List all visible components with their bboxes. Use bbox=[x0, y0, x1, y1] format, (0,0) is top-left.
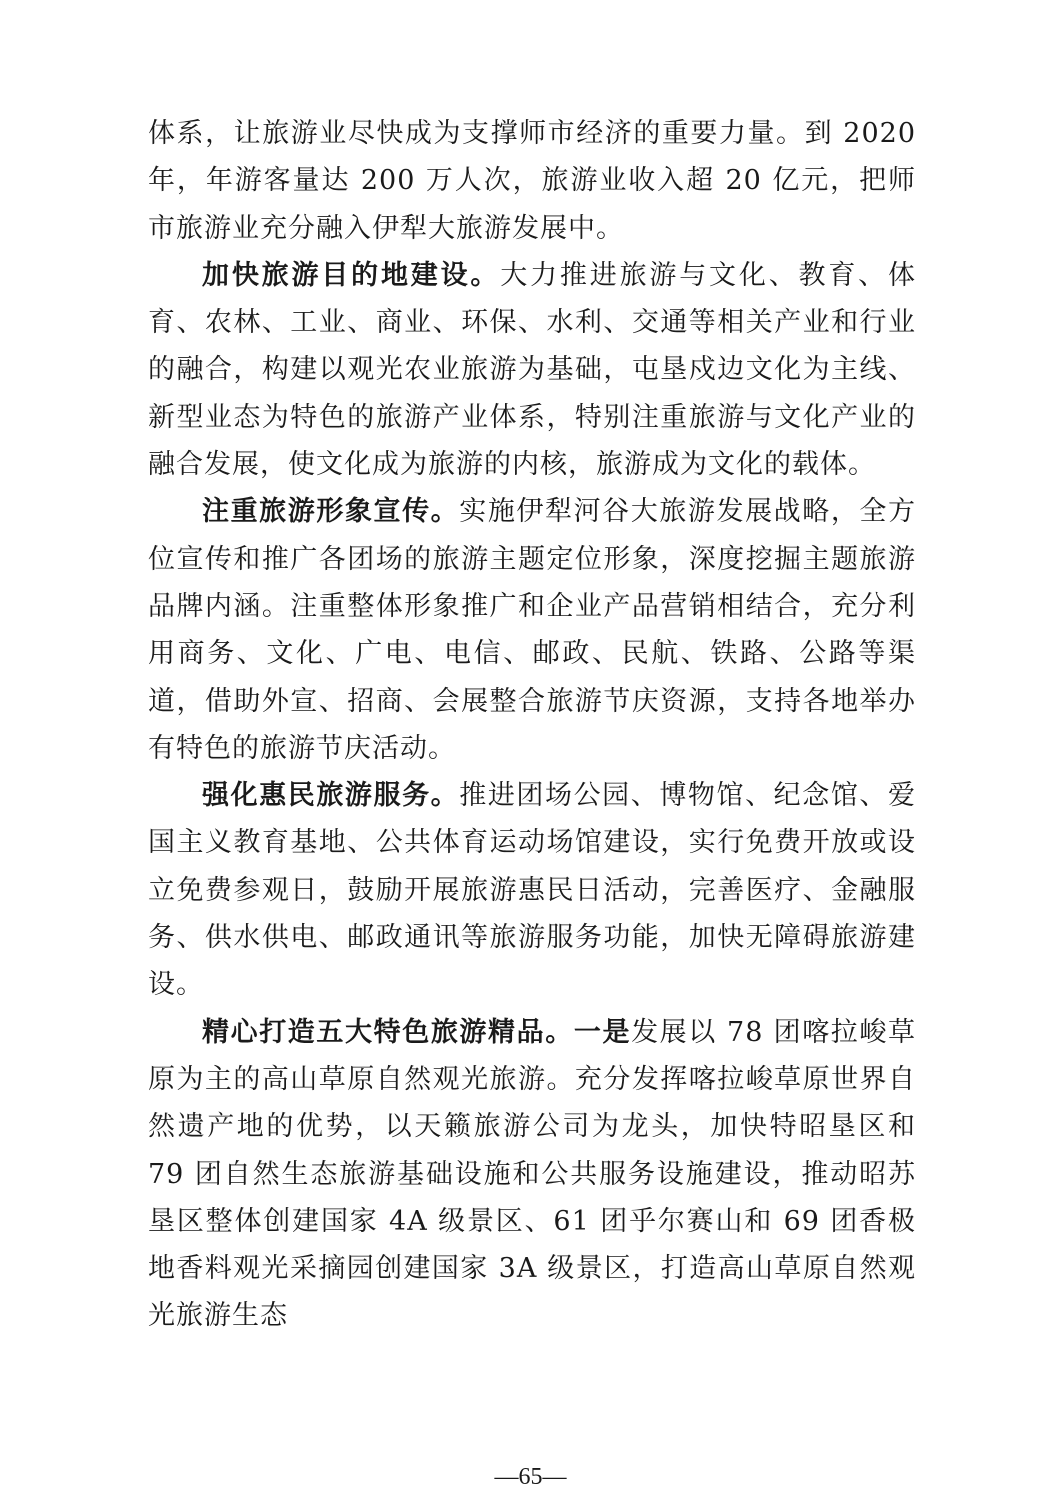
paragraph-text: 体系，让旅游业尽快成为支撑师市经济的重要力量。到 2020 年，年游客量达 200 万人次，旅游业收入超 20 亿元，把师市旅游业充分融入伊犁大旅游发展中。 bbox=[148, 118, 916, 244]
paragraph-destination-construction bbox=[148, 252, 916, 488]
paragraph-text: 大力推进旅游与文化、教育、体育、农林、工业、商业、环保、水利、交通等相关产业和行业的融合，构建以观光农业旅游为基础，屯垦戍边文化为主线、新型业态为特色的旅游产业体系，特别注重旅游与文化产业的融合发展，使文化成为旅游的内核，旅游成为文化的载体。 bbox=[148, 259, 917, 481]
paragraph-continuation bbox=[148, 110, 916, 252]
paragraph-featured-products bbox=[148, 1009, 916, 1340]
document-page bbox=[148, 110, 916, 1380]
paragraph-text: 推进团场公园、博物馆、纪念馆、爱国主义教育基地、公共体育运动场馆建设，实行免费开放或设立免费参观日，鼓励开展旅游惠民日活动，完善医疗、金融服务、供水供电、邮政通讯等旅游服务功能，加快无障碍旅游建设。 bbox=[148, 780, 916, 1001]
paragraph-image-promotion bbox=[148, 488, 916, 772]
paragraph-heading: 强化惠民旅游服务。 bbox=[202, 780, 460, 812]
enumeration-marker: 一是 bbox=[573, 1016, 632, 1048]
paragraph-text: 发展以 78 团喀拉峻草原为主的高山草原自然观光旅游。充分发挥喀拉峻草原世界自然遗产地的优势，以天籁旅游公司为龙头，加快特昭垦区和 79 团自然生态旅游基础设施和公共服务设施建设，推动昭苏垦区整体创建国家 4A 级景区、61 团乎尔赛山和 69 团香极地香料观光采摘园创建国家 3A 级景区，打造高山草原自然观光旅游生态 bbox=[148, 1016, 917, 1332]
paragraph-text: 实施伊犁河谷大旅游发展战略，全方位宣传和推广各团场的旅游主题定位形象，深度挖掘主题旅游品牌内涵。注重整体形象推广和企业产品营销相结合，充分利用商务、文化、广电、电信、邮政、民航、铁路、公路等渠道，借助外宣、招商、会展整合旅游节庆资源，支持各地举办有特色的旅游节庆活动。 bbox=[148, 496, 916, 764]
paragraph-heading: 精心打造五大特色旅游精品。 bbox=[202, 1016, 574, 1048]
paragraph-public-services bbox=[148, 772, 916, 1008]
page-number: —65— bbox=[494, 1464, 567, 1490]
paragraph-heading: 注重旅游形象宣传。 bbox=[202, 496, 460, 528]
paragraph-heading: 加快旅游目的地建设。 bbox=[202, 259, 501, 291]
